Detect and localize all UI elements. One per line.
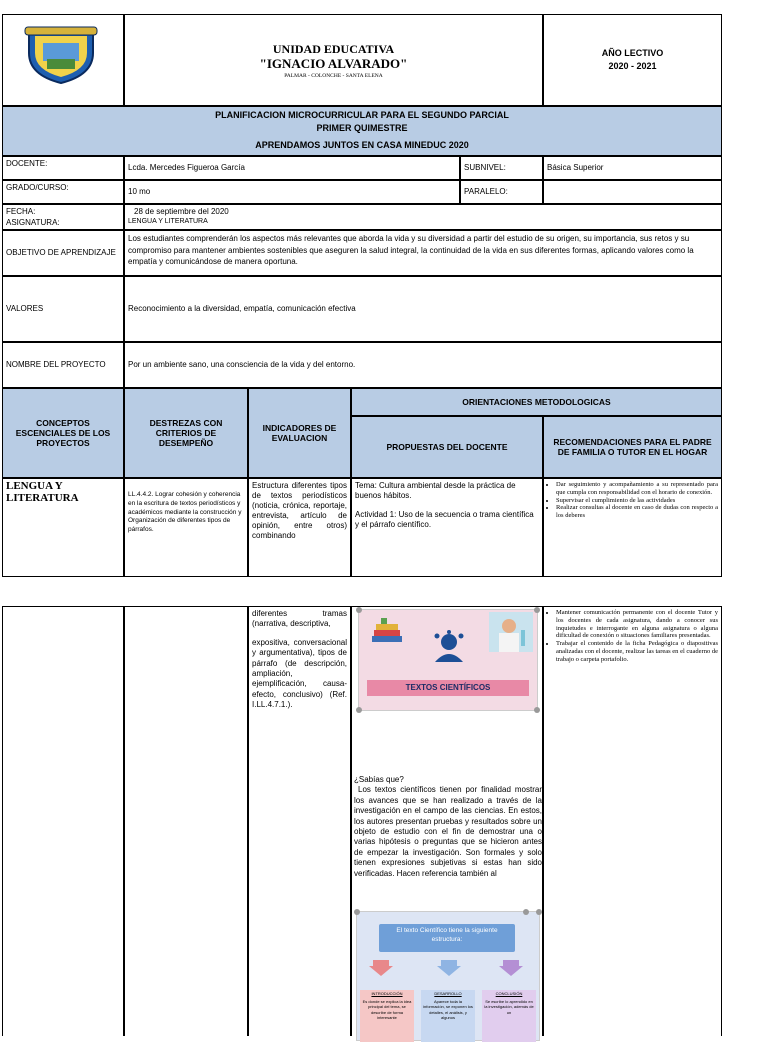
col-header-recomendaciones-text: RECOMENDACIONES PARA EL PADRE DE FAMILIA O TUTOR EN EL HOGAR [553,437,712,457]
fecha-asignatura-value-cell [124,204,722,230]
arrow-down-icon [369,960,393,976]
subnivel-value: Básica Superior [547,163,604,173]
col-header-conceptos [2,388,124,478]
estructura-box-desarrollo [421,990,475,1042]
destreza-text: LL.4.4.2. Lograr cohesión y coherencia en la escritura de textos periodísticos y académicos mediante la construcción y Organización de diferentes tipos de párrafos. [128,491,242,534]
proyecto-label: NOMBRE DEL PROYECTO [6,360,106,370]
propuesta-cell-p1 [351,478,543,577]
slide-dot-icon [534,707,540,713]
box-introduccion-text: Es donde se explica la idea principal del tema, se describe de forma interesante [362,999,412,1020]
slide-dot-icon [354,909,360,915]
col-header-destrezas [124,388,248,478]
sabias-que-text: Los textos científicos tienen por finalidad mostrar los avances que se han realizado a través de la investigación en el campo de las ciencias. En estos, los autores presentan pruebas y resultados sobre un objeto de estudio con el fin de demostrar una o varias hipótesis o preguntas que se hicieron antes de empezar la investigación. Son formales y solo tienen expresiones subjetivas si estas han sido verificadas. Hacen referencia también al [354,785,542,878]
propuesta-actividad: Actividad 1: Uso de la secuencia o trama científica y el párrafo científico. [355,509,534,530]
estructura-slide [356,911,540,1041]
box-introduccion-title: INTRODUCCIÓN [371,991,403,996]
paralelo-value-cell [543,180,722,204]
asignatura-value: LENGUA Y LITERATURA [128,218,208,226]
school-crest-logo [21,23,101,85]
col-header-propuestas [351,416,543,478]
box-desarrollo-text: Aparece toda la información, se exponen los detalles, el análisis, y algunos [423,999,473,1020]
col-header-conceptos-text: CONCEPTOS ESCENCIALES DE LOS PROYECTOS [15,418,111,448]
scientist-photo-icon [489,612,533,652]
docente-label: DOCENTE: [2,156,124,180]
objetivo-value: Los estudiantes comprenderán los aspectos más relevantes que aborda la vida y su diversidad a partir del estudio de su origen, su importancia, sus retos y su compromiso para mantener ambientes sostenibles que aseguren la salud integral, la continuidad de la vida en sus diferentes formas, aplicando valores como la empatía y comunicándose de manera oportuna. [124,230,722,276]
school-name-line2: "IGNACIO ALVARADO" [259,56,408,71]
paralelo-label-cell [460,180,543,204]
recomendaciones-list-p2 [547,609,718,664]
indicador-text-p2a: diferentes tramas (narrativa, descriptiva, [252,609,347,629]
arrow-down-icon [437,960,461,976]
fecha-asignatura-label-cell [2,204,124,230]
proyecto-value-cell [124,342,722,388]
books-icon [369,614,405,650]
person-thinking-icon [429,630,469,662]
slide1-title: TEXTOS CIENTÍFICOS [367,680,529,696]
docente-value: Lcda. Mercedes Figueroa García [128,163,245,173]
asignatura-label: ASIGNATURA: [6,218,60,228]
destreza-cell-p2 [124,606,248,1036]
box-conclusion-title: CONCLUSIÓN [495,991,523,996]
school-year-value: 2020 - 2021 [608,61,657,71]
plan-title-line2: PRIMER QUIMESTRE [316,123,408,133]
school-year-cell [543,14,722,106]
orientaciones-header [351,388,722,416]
objetivo-label: OBJETIVO DE APRENDIZAJE [6,248,116,258]
concepto-cell [2,478,124,577]
valores-value-cell [124,276,722,342]
recomendacion-item: • Realizar consultas al docente en caso de dudas con respecto a los deberes [556,504,718,520]
arrow-down-icon [499,960,523,976]
indicador-text-p1: Estructura diferentes tipos de textos periodísticos (noticia, crónica, reportaje, entrevista, artículo de opinión, entre otros) combinando [252,481,347,540]
objetivo-label-cell [2,230,124,276]
indicador-cell-p1 [248,478,351,577]
proyecto-value: Por un ambiente sano, una consciencia de la vida y del entorno. [128,360,356,370]
subnivel-value-cell [543,156,722,180]
col-header-indicadores-text: INDICADORES DE EVALUACION [262,423,337,443]
slide-dot-icon [523,909,529,915]
plan-title-line3: APRENDAMOS JUNTOS EN CASA MINEDUC 2020 [255,140,469,150]
school-name-cell [124,14,543,106]
box-desarrollo-title: DESARROLLO [434,991,462,996]
col-header-indicadores [248,388,351,478]
subnivel-label: SUBNIVEL: [464,163,506,173]
recomendaciones-cell-p2 [543,606,722,1036]
estructura-box-introduccion [360,990,414,1042]
subnivel-label-cell [460,156,543,180]
recomendaciones-cell-p1 [543,478,722,577]
recomendacion-item: • Dar seguimiento y acompañamiento a su representado para que cumpla con responsabilidad con el horario de conexión. [556,481,718,497]
school-name-line1: UNIDAD EDUCATIVA [272,42,395,56]
slide-dot-icon [356,607,362,613]
school-location: PALMAR - COLONCHE - SANTA ELENA [284,73,383,79]
paralelo-label: PARALELO: [464,187,508,197]
grado-value-cell [124,180,460,204]
docente-value-cell [124,156,460,180]
slide-dot-icon [534,607,540,613]
estructura-header: El texto Científico tiene la siguiente estructura: [379,924,515,952]
col-header-destrezas-text: DESTREZAS CON CRITERIOS DE DESEMPEÑO [149,418,223,448]
recomendacion-item: • Trabajar el contenido de la ficha Pedagógica o diapositivas analizadas con el docente, realizar las tareas en el cuaderno de trabajo o carpeta portafolio. [556,640,718,663]
valores-value: Reconocimiento a la diversidad, empatía, comunicación efectiva [128,304,356,314]
slide-dot-icon [356,707,362,713]
plan-title-band [2,106,722,156]
orientaciones-header-text: ORIENTACIONES METODOLOGICAS [462,397,611,407]
concepto-text: LENGUA Y LITERATURA [6,480,79,504]
fecha-value: 28 de septiembre del 2020 [134,207,229,216]
concepto-cell-p2 [2,606,124,1036]
destreza-cell [124,478,248,577]
col-header-recomendaciones [543,416,722,478]
valores-label-cell [2,276,124,342]
col-header-propuestas-text: PROPUESTAS DEL DOCENTE [386,442,508,452]
propuesta-tema: Tema: Cultura ambiental desde la práctica de buenos hábitos. [355,481,516,501]
plan-title-line1: PLANIFICACION MICROCURRICULAR PARA EL SEGUNDO PARCIAL [215,110,509,120]
fecha-label: FECHA: [6,207,36,216]
school-year-label: AÑO LECTIVO [601,48,664,58]
box-conclusion-text: Se escribe lo aprendido en la investigación, además de un [484,999,534,1015]
propuesta-cell-p2 [351,606,543,1036]
slide-dot-icon [536,909,542,915]
indicador-cell-p2 [248,606,351,1036]
recomendacion-item: • Supervisar el cumplimiento de las actividades [556,497,718,505]
recomendacion-item: • Mantener comunicación permanente con el docente Tutor y los docentes de cada asignatura, dando a conocer sus inquietudes e interrogante en alguna asignatura o alguna dificultad de conexión o situaciones familiares presentadas. [556,609,718,640]
valores-label: VALORES [6,304,44,314]
grado-value: 10 mo [128,187,151,197]
grado-label: GRADO/CURSO: [2,180,124,204]
textos-cientificos-slide [358,609,538,711]
indicador-text-p2b: expositiva, conversacional y argumentativa), tipos de párrafo (de descripción, ampliación, ejemplificación, causa-efecto, conclusivo) (Ref. I.LL.4.7.1.). [252,637,347,710]
recomendaciones-list-p1 [547,481,718,520]
sabias-que-title: ¿Sabías que? [354,775,404,784]
logo-cell [2,14,124,106]
estructura-box-conclusion [482,990,536,1042]
proyecto-label-cell [2,342,124,388]
sabias-que-block [354,775,542,879]
